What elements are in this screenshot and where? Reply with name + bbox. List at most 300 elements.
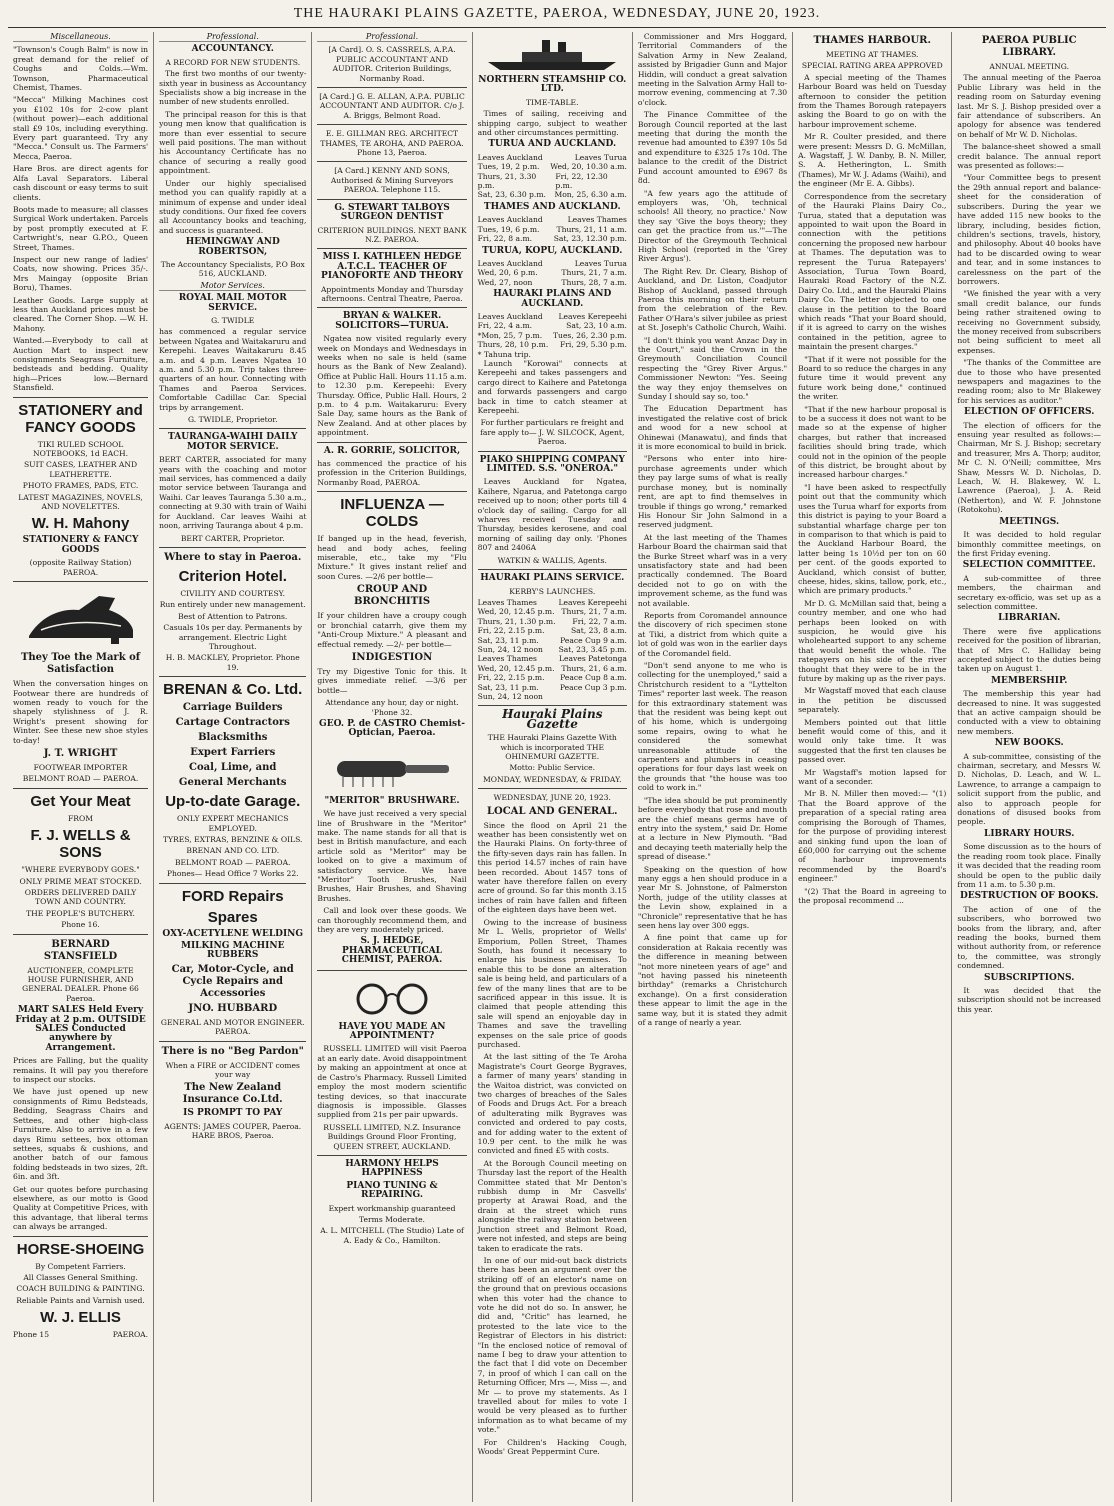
ford-heading: FORD Repairs xyxy=(181,887,284,905)
piako-body: Leaves Auckland for Ngatea, Kaihere, Ngarua, and Patetonga cargo received up to noon; other ports till 4 o'clock day of sailing. Cargo for all wharves received Tuesday and Thursday, besides kerosene, and coal morning of sailing day only. 'Phones 807 and 2406A xyxy=(477,477,627,553)
schedule-cell: Leaves Turua xyxy=(574,152,627,162)
news-para: "Don't send anyone to me who is collecting for the unemployed," said a Christchurch resident to a "Lyttelton Times" reporter last week. The reason for this extraordinary statement was that the resident was being kept out of his home, which is undergoing some repairs, owing to what he considered the somewhat unreasonable attitude of the carpenters and plumbers in ceasing operations for four days last week on the grounds that "the house was too cold to work in." xyxy=(637,661,788,793)
schedule-cell: Leaves Thames xyxy=(477,654,537,664)
turua-schedule xyxy=(478,153,627,200)
library-heading: PAEROA PUBLIC LIBRARY. xyxy=(981,35,1077,58)
schedule-row xyxy=(478,626,627,635)
columns xyxy=(8,32,1106,1502)
harbour-para: Members pointed out that little benefit would come of this, and it would only take time. It was suggested that the first ten clauses be passed over. xyxy=(798,717,947,765)
civility-line: CIVILITY AND COURTESY. xyxy=(180,588,286,598)
kerepeehi-body: Launch "Korowai" connects at Kerepeehi and takes passengers and cargo direct to Kaihere and Patetonga and forwards passengers and cargo back in time to catch steamer at Kerepeehi. xyxy=(477,358,627,415)
schedule-cell: *Mon, 25, 7 p.m. xyxy=(477,330,543,340)
schedule-row xyxy=(478,321,627,330)
cassrels-card: [A Card]. O. S. CASSRELS, A.P.A. PUBLIC ACCOUNTANT AND AUDITOR. Criterion Buildings, Normanby Road. xyxy=(328,45,456,83)
hedge-teacher-sub: Appointments Monday and Thursday afternoons. Central Theatre, Paeroa. xyxy=(320,284,464,303)
meat-heading: Get Your Meat xyxy=(30,792,131,810)
divider xyxy=(317,442,466,443)
belmont-line: BELMONT ROAD — PAEROA. xyxy=(174,857,291,867)
indig-body: Try my Digestive Tonic for this. It gives immediate relief. —3/6 per bottle— xyxy=(317,666,467,695)
schedule-cell: Peace Cup 8 a.m. xyxy=(560,673,627,683)
library-subhead: DESTRUCTION OF BOOKS. xyxy=(959,891,1099,902)
divider xyxy=(317,248,466,249)
schedule-cell: Thurs, 28, 10 p.m. xyxy=(477,340,549,350)
mackley-line: H. B. MACKLEY, Proprietor. Phone 19. xyxy=(165,653,300,672)
schedule-cell: Mon, 25, 6.30 a.m. xyxy=(554,190,627,200)
acc-para: The principal reason for this is that young men know that qualification is more than ever essential to secure well paid positions. The man without his Accountancy Certificate has no chance of securing a really good appointment. xyxy=(159,109,307,176)
royal-heading: ROYAL MAIL MOTOR SERVICE. xyxy=(178,293,287,313)
smithing-line: All Classes General Smithing. xyxy=(23,1272,138,1282)
indigestion-heading: INDIGESTION xyxy=(351,651,433,663)
schedule-cell: Fri, 22, 2.15 p.m. xyxy=(477,626,545,636)
schedule-row xyxy=(478,259,627,268)
schedule-cell: Fri, 22, 7 a.m. xyxy=(572,616,627,626)
schedule-cell: Wed, 20, 6 p.m. xyxy=(477,268,538,278)
schedule-cell: Leaves Auckland xyxy=(477,258,543,268)
divider xyxy=(317,199,466,200)
gazette-with: THE Hauraki Plains Gazette With which is incorporated THE OHINEMURI GAZETTE. xyxy=(487,733,617,761)
library-subhead: ELECTION OF OFFICERS. xyxy=(964,407,1095,418)
harbour-special: SPECIAL RATING AREA APPROVED xyxy=(801,61,943,71)
mahony-address: (opposite Railway Station) PAEROA. xyxy=(29,558,132,577)
thames-schedule xyxy=(478,215,627,243)
brenan-item: Coal, Lime, and xyxy=(189,762,277,774)
schedule-row xyxy=(478,278,627,287)
oxy-line: OXY-ACETYLENE WELDING xyxy=(162,928,304,939)
ad-leather: Leather Goods. Large supply at less than Auckland prices must be cleared. The Corner Shop. —W. H. Mahony. xyxy=(13,295,149,333)
kopu-heading: TURUA, KOPU, AUCKLAND. xyxy=(482,245,623,256)
news-para: "Persons who enter into hire-purchase agreements under which they pay large sums of what is really purchase money, but is nominally rent, are apt to find themselves in trouble if things go wrong," remarked His Honour Sir John Salmond in a reserved judgment. xyxy=(637,454,788,530)
motor-heading: Motor Services. xyxy=(159,281,306,291)
harbour-para: Mr Wagstaff's motion lapsed for want of a seconder. xyxy=(798,767,947,787)
tyres-line: TYRES, EXTRAS, BENZINE & OILS. xyxy=(162,834,303,844)
library-para: The election of officers for the ensuing year resulted as follows:—Chairman, Mr S. J. Bishop; secretary and treasurer, Mrs A. Thorp; auditor, Mr C. N. O'Neill; committee, Mrs Shaw, Messrs W. D. Nicholas, D. Leach, W. H. Blakewey, W. L. Lawrence (Paeroa), J. A. Reid (Netherton), and W. F. Johnstone (Rotokohu). xyxy=(957,420,1101,515)
fire-line: When a FIRE or ACCIDENT comes your way xyxy=(165,1060,300,1080)
wells-name: F. J. WELLS & SONS xyxy=(30,827,131,862)
ad-boots: Boots made to measure; all classes Surgical Work undertaken. Parcels by post promptly executed at F. Cartwright's, near G.P.O., Queen Street, Thames. xyxy=(13,204,149,252)
divider xyxy=(478,788,627,789)
schedule-cell: Tues, 19, 6 p.m. xyxy=(477,224,540,234)
agents-line: AGENTS: JAMES COUPER, Paeroa. HARE BROS, Paeroa. xyxy=(164,1121,302,1141)
schedule-cell: Leaves Auckland xyxy=(477,311,543,321)
opened-text: We have just opened up new consignments of Rimu Bedsteads, Bedding, Seagrass Chairs and Settees, and other high-class Furniture. Also to arrive in a few days Rimu settees, box ottoman settees, squabs & cushions, and another batch of our famous folding bedsteads in two sizes, 2ft. 6in. and 3ft. xyxy=(13,1087,149,1182)
schedule-row xyxy=(478,617,627,626)
divider xyxy=(317,161,466,162)
kerby-heading: KERBY'S LAUNCHES. xyxy=(509,586,596,596)
tauranga-heading: TAURANGA-WAIHI DAILY MOTOR SERVICE. xyxy=(168,432,298,452)
gorrie-heading: A. R. GORRIE, SOLICITOR, xyxy=(323,445,461,456)
stay-heading: Where to stay in Paeroa. xyxy=(164,551,302,563)
dateline: WEDNESDAY, JUNE 20, 1923. xyxy=(493,793,611,803)
ad-coats: Inspect our new range of ladies' Coats, now showing. Prices 35/-. Mrs Maingay (opposite Brian Boru), Thames. xyxy=(13,254,149,293)
kopu-schedule xyxy=(478,259,627,287)
brush-illustration xyxy=(327,743,457,793)
brenan-heading: BRENAN & Co. Ltd. xyxy=(163,681,303,699)
schedule-row xyxy=(478,683,627,692)
carter-proprietor: BERT CARTER, Proprietor. xyxy=(180,533,285,543)
tauranga-body: BERT CARTER, associated for many years with the coaching and motor mail services, has commenced a daily motor service between Tauranga and Waihi. Car leaves Tauranga 5.30 a.m., connecting at 9.30 with train of Waihi for Auckland. Car leaves Waihi at noon, arriving Tauranga about 4 p.m. xyxy=(159,455,307,531)
local-para: At the last sitting of the Te Aroha Magistrate's Court George Bygraves, a farmer of many years' standing in the Waitoa district, was convicted on two charges of breaches of the Sales of Foods and Drugs Act. For a breach of adulterating milk Bygraves was convicted and ordered to pay costs, and for adding water to the extent of 10.9 per cent. to the milk he was convicted and fined £5 with costs. xyxy=(477,1052,627,1156)
prices-text: Prices are Falling, but the quality remains. It will pay you therefore to inspect our stocks. xyxy=(13,1056,149,1085)
schedule-cell: Sat, 23, 8 a.m. xyxy=(570,626,627,636)
car-line: Car, Motor-Cycle, and Cycle Repairs and Accessories xyxy=(171,963,294,999)
schedule-cell: Sat, 23, 12.30 p.m. xyxy=(553,234,627,244)
harbour-para: "That if it were not possible for the Board to so reduce the charges in any future time it would prevent any future work being done," continued the writer. xyxy=(798,354,947,402)
column-thames-harbour xyxy=(793,32,952,1502)
ad-townson: "Townson's Cough Balm" is now in great demand for the relief of Coughs and Colds.—Wm. Townson, Pharmaceutical Chemist, Thames. xyxy=(13,45,149,93)
schedule-row xyxy=(478,234,627,243)
column-professional xyxy=(154,32,312,1502)
divider xyxy=(317,87,466,88)
meritor-heading: "MERITOR" BRUSHWARE. xyxy=(324,795,460,806)
divider xyxy=(13,788,148,789)
library-sub: ANNUAL MEETING. xyxy=(989,62,1070,71)
library-para: It was decided that the subscription should not be increased this year. xyxy=(957,985,1101,1014)
schedule-cell: Leaves Thames xyxy=(477,597,537,607)
talboys-name: G. STEWART TALBOYS SURGEON DENTIST xyxy=(334,202,450,223)
schedule-row xyxy=(478,215,627,224)
schedule-cell: Thurs, 21, 11 a.m. xyxy=(556,224,627,234)
allan-card: [A Card.] G. E. ALLAN, A.P.A. PUBLIC ACCOUNTANT AND AUDITOR. C/o J. A. Briggs, Belmont Road. xyxy=(319,92,465,120)
news-para: A fine point that came up for consideration at Rakaia recently was the difference in meaning between "not more nineteen years of age" and "not having passed his nineteenth birthday" (remarks a Christchurch exchange). On a first consideration these appear to limit the age in the same way, but it is stated they admit of a range of nearly a year. xyxy=(637,933,788,1028)
attend-line: Attendance any hour, day or night. 'Phone 32. xyxy=(325,698,459,717)
toe-body: When the conversation hinges on Footwear there are hundreds of women ready to vouch for the shapely stylishness of J. R. Wright's present showing for Winter. See these new shoe styles to-day! xyxy=(13,679,149,745)
brenan-item: Expert Farriers xyxy=(190,747,276,759)
divider xyxy=(317,307,466,308)
library-para: A sub-committee, consisting of the chairman, secretary, and Messrs W. D. Nicholas, D. Leach, and W. L. Lawrence, to arrange a campaign to solicit support from the public, and also to approach people for donations of disused books from people. xyxy=(957,751,1101,827)
news-para: "I don't think you want Anzac Day in the Court," said the Crown in the Greymouth Conciliation Council respecting the "Grey River Argus." Commissioner Newton: "Yes. Seeing the way they enjoy themselves on Sunday I should say so, too." xyxy=(637,335,788,402)
harbour-para: "(2) That the Board in agreeing to the proposal recommend ... xyxy=(798,886,947,905)
divider xyxy=(478,705,627,706)
from-label: FROM xyxy=(68,813,94,823)
appointment-heading: HAVE YOU MADE AN APPOINTMENT? xyxy=(338,1021,446,1042)
divider xyxy=(159,1041,306,1042)
spares-heading: Spares xyxy=(207,908,258,926)
local-para: Owing to the increase of business Mr L. Wells, proprietor of Wells' Emporium, Pollen Street, Thames South, has found it necessary to enlarge his business premises. To enable this to be done an alteration sale is being held, and particulars of a few of the many lines that are to be sacrificed appear in this issue. It is claimed that people attending this sale will spend an enjoyable day in Thames and save the travelling expenses on the sale price of goods purchased. xyxy=(477,917,627,1049)
harbour-heading: THAMES HARBOUR. xyxy=(813,35,931,46)
schedule-cell: Tues, 26, 2.30 p.m. xyxy=(552,330,627,340)
news-para: The Finance Committee of the Borough Council reported at the last meeting that during the month the revenue had amounted to £397 10s 5d and expenditure to £325 17s 10d. The balance to the credit of the District Fund account amounted to £967 8s 8d. xyxy=(637,110,788,186)
divider xyxy=(478,569,627,570)
schedule-row xyxy=(478,692,627,701)
harbour-para: "That if the new harbour proposal is to be a success it does not want to be made so at the expense of higher charges, but rather that increased facilities should bring trade, which could not in the opinion of the people of this district, be brought about by increased harbour charges." xyxy=(798,404,947,480)
nz-insurance: The New Zealand Insurance Co.Ltd. xyxy=(182,1082,283,1106)
northern-heading: NORTHERN STEAMSHIP CO. LTD. xyxy=(478,75,627,95)
schedule-row xyxy=(478,664,627,673)
castro-line: GEO. P. de CASTRO Chemist-Optician, Paeroa. xyxy=(319,718,465,739)
schedule-row xyxy=(478,331,627,340)
motto-line: Motto: Public Service. xyxy=(509,763,596,773)
schedule-cell: Sat, 23, 3.45 p.m. xyxy=(558,644,627,654)
casuals-line: Casuals 10s per day. Permanents by arrangement. Electric Light Throughout. xyxy=(163,623,303,651)
quotes-text: Get our quotes before purchasing elsewhere, as our motto is Good Quality at Competitive Prices, with this advantage, that liberal terms can always be arranged. xyxy=(13,1184,149,1232)
harbour-para: A special meeting of the Thames Harbour Board was held on Tuesday afternoon to consider the petition from the Thames Borough ratepayers asking the Board to go on with the harbour improvement scheme. xyxy=(798,72,947,129)
divider xyxy=(13,581,148,582)
ellis-phone: Phone 15 xyxy=(13,1330,50,1340)
bryan-heading: BRYAN & WALKER. SOLICITORS—TURUA. xyxy=(335,311,449,331)
hedge-teacher: MISS I. KATHLEEN HEDGE A.T.C.L. TEACHER OF PIANOFORTE AND THEORY xyxy=(321,252,463,282)
schedule-cell: Fri, 22, 12.30 p.m. xyxy=(555,171,608,191)
reliable-line: Reliable Paints and Varnish used. xyxy=(16,1295,145,1305)
terms-line: Terms Moderate. xyxy=(359,1214,425,1224)
ad-hare: Hare Bros. are direct agents for Alfa Laval Separators. Liberal cash discount or easy terms to suit clients. xyxy=(13,164,149,202)
plains-schedule xyxy=(478,312,627,350)
russell-body: RUSSELL LIMITED will visit Paeroa at an early date. Avoid disappointment by making an appointment at once at de Castro's Pharmacy. Russell Limited employ the most modern scientific testing devices, so that inaccurate diagnosis is impossible. Glasses supplied from 21s per pair upwards. xyxy=(317,1044,467,1120)
flu-body: If banged up in the head, feverish, head and body aches, feeling miserable, etc., take my "Flu Mixture." It gives instant relief and soon Cures. —2/6 per bottle— xyxy=(317,534,467,581)
suit-line: SUIT CASES, LEATHER AND LEATHERETTE. xyxy=(23,460,138,479)
harbour-para: Mr Wagstaff moved that each clause in the petition be discussed separately. xyxy=(798,686,947,715)
expert-line: Expert workmanship guaranteed xyxy=(328,1203,456,1213)
divider xyxy=(13,934,148,935)
toe-heading: They Toe the Mark of Satisfaction xyxy=(20,652,141,676)
schedule-cell: Leaves Auckland xyxy=(477,215,543,225)
wright-name: J. T. WRIGHT xyxy=(43,747,118,759)
piano-line: PIANO TUNING & REPAIRING. xyxy=(346,1180,438,1201)
steamship-illustration xyxy=(482,36,622,72)
schedule-row xyxy=(478,162,627,171)
schedule-row xyxy=(478,225,627,234)
harbour-para: "I have been asked to respectfully point out that the community which uses the Turua wharf for exports from this district is paying to your Board a substantial wharfage charge per ton in comparison to that which is paid to the Auckland Harbour Board, the latter being 1s 10½d per ton on 60 per cent. of the goods exported to Auckland, which consist of butter, cheese, hides, skins, tallow, pork, etc., which are primary products." xyxy=(798,482,947,596)
masthead: THE HAURAKI PLAINS GAZETTE, PAEROA, WEDNESDAY, JUNE 20, 1923. xyxy=(8,6,1106,28)
divider xyxy=(159,428,306,429)
divider xyxy=(159,547,306,548)
tahuna-note: * Tahuna trip. xyxy=(477,349,531,359)
schedule-cell: Thurs, 21, 3.30 p.m. xyxy=(477,171,537,191)
schedule-cell: Sat, 23, 6.30 p.m. xyxy=(477,190,546,200)
schedule-cell: Leaves Kerepeehi xyxy=(558,597,627,607)
ellis-town: PAEROA. xyxy=(112,1330,149,1340)
divider xyxy=(13,1236,148,1237)
section-heading: Professional. xyxy=(317,32,466,42)
schedule-row xyxy=(478,673,627,682)
schedule-row xyxy=(478,312,627,321)
harbour-para: Mr B. N. Miller then moved:— "(1) That the Board approve of the preparation of a special rating area comprising the Borough of Thames, for the purpose of providing interest and sinking fund upon the loan of £60,000 for carrying out the scheme of harbour improvements recommended by the Board's engineer." xyxy=(798,789,947,884)
schedule-row xyxy=(478,607,627,616)
shoe-illustration xyxy=(21,586,141,648)
influenza-heading: INFLUENZA — COLDS xyxy=(340,496,444,531)
schedule-cell: Thurs, 21, 6 a.m. xyxy=(561,663,627,673)
harbour-para: Mr D. G. McMillan said that, being a country member, and one who had perhaps been looked on with suspicion, he would give his wholehearted support to any scheme that would benefit the whole. The ratepayers on his side of the river thought that they were to be in the future by making up as the river pays. xyxy=(798,598,947,683)
kenny-card: [A Card.] KENNY AND SONS, Authorised & Mining Surveyors PAEROA. Telephone 115. xyxy=(330,166,454,195)
local-para: At the Borough Council meeting on Thursday last the report of the Health Committee stated that Mr Denton's rubbish dump in Mr Casvells' property at Arawai Road, and the drain at the street which runs alongside the railway station between Junction street and Belmont Road, were not infested, and steps are being taken to eradicate the rats. xyxy=(477,1158,627,1253)
wright-sub: FOOTWEAR IMPORTER xyxy=(33,762,128,772)
hemingway-name: HEMINGWAY AND ROBERTSON, xyxy=(185,237,280,257)
library-subhead: SUBSCRIPTIONS. xyxy=(984,972,1075,983)
divider xyxy=(478,451,627,452)
schedule-cell: Leaves Thames xyxy=(567,215,627,225)
watkin-line: WATKIN & WALLIS, Agents. xyxy=(497,555,607,565)
schedule-cell: Sat, 23, 11 p.m. xyxy=(477,682,539,692)
schedule-cell: Sat, 23, 10 a.m. xyxy=(566,321,627,331)
schedule-row xyxy=(478,598,627,607)
library-para: "We finished the year with a very small credit balance, our funds being rather straitened owing to receiving no Government subsidy, the money received from subscribers not being sufficient to meet all expenses. xyxy=(957,289,1101,355)
schedule-cell: Sun, 24, 12 noon xyxy=(477,644,543,654)
harbour-sub: MEETING AT THAMES. xyxy=(826,50,919,59)
schedule-cell: Leaves Auckland xyxy=(477,152,543,162)
turua-heading: TURUA AND AUCKLAND. xyxy=(488,139,617,150)
local-para: In one of our mid-out back districts there has been an argument over the striking off of an elector's name on the ground that on previous occasions when this voter had the chance to vote he did not do so. In answer, he did and, "Critic" has learned, he protested to the late vice to the Registrar of Electors in his district: "In the enclosed notice of removal of name I beg to draw your attention to the fact that I did vote on December 7, in proof of which I can call on the Returning Officer, Mrs —, Miss —, and Mr — to prove my statements. As I travelled about for miles to vote I would be very pleased as to further information as to what became of my vote." xyxy=(477,1255,627,1435)
schedule-row xyxy=(478,636,627,645)
brenan-item: Blacksmiths xyxy=(198,732,268,744)
library-para: The annual meeting of the Paeroa Public Library was held in the reading room on Saturday evening last. Mr S. J. Bishop presided over a fair attendance of subscribers. An apology for absence was tendered on behalf of Mr W. D. Nicholas. xyxy=(957,73,1101,139)
ellis-footer xyxy=(13,1330,148,1339)
schedule-cell: Tues, 19, 2 p.m. xyxy=(477,162,540,172)
divider xyxy=(317,491,466,492)
library-subhead: NEW BOOKS. xyxy=(994,738,1064,749)
schedule-cell: Fri, 29, 5.30 p.m. xyxy=(560,340,627,350)
library-subhead: LIBRARIAN. xyxy=(998,613,1061,624)
pardon-line: There is no "Beg Pardon" xyxy=(161,1045,304,1057)
mitchell-line: A. L. MITCHELL (The Studio) Late of A. Eady & Co., Hamilton. xyxy=(320,1226,464,1245)
library-para: The action of one of the subscribers, who borrowed two books from the library, and, after reading the books, burned them without authority from, or reference to, the committee, was strongly condemned. xyxy=(957,904,1101,971)
hubbard-sub: GENERAL AND MOTOR ENGINEER. PAEROA. xyxy=(160,1017,305,1037)
prompt-line: IS PROMPT TO PAY xyxy=(183,1108,283,1119)
timetable-body: Times of sailing, receiving and shipping cargo, subject to weather and other circumstances permitting. xyxy=(477,109,627,138)
misc-ads xyxy=(13,45,148,392)
mart-sales: MART SALES Held Every Friday at 2 p.m. OUTSIDE SALES Conducted anywhere by Arrangement. xyxy=(15,1005,146,1053)
library-para: It was decided to hold regular bimonthly committee meetings, on the first Friday evening. xyxy=(957,530,1101,558)
schedule-cell: Fri, 22, 2.15 p.m. xyxy=(477,673,545,683)
schedule-row xyxy=(478,153,627,162)
russell-address: RUSSELL LIMITED, N.Z. Insurance Buildings Ground Floor Fronting, QUEEN STREET, AUCKLAND. xyxy=(323,1122,461,1151)
phone-line: Phone 16. xyxy=(61,920,100,930)
croup-body: If your children have a croupy cough or bronchial catarrh, give them my "Anti-Croup Mixture." A pleasant and effectual remedy. —2/- per bottle— xyxy=(317,611,467,649)
service-heading: HAURAKI PLAINS SERVICE. xyxy=(480,573,625,584)
schedule-row xyxy=(478,268,627,277)
harbour-para: Mr R. Coulter presided, and there were present: Messrs D. G. McMillan, A. Wagstaff, J. W. Danby, B. N. Miller, S. A. Hetherington, L. Smith (Thames), Mr W. J. Adams (Waihi), and the engineer (Mr E. A. Gibbs). xyxy=(798,132,947,189)
library-subhead: MEMBERSHIP. xyxy=(991,675,1068,686)
section-heading: Professional. xyxy=(159,32,306,42)
mahony-name: W. H. Mahony xyxy=(31,515,130,533)
stansfield-sub: AUCTIONEER, COMPLETE HOUSE FURNISHER, AND GENERAL DEALER. Phone 66 Paeroa. xyxy=(22,965,139,1003)
news-para: The Education Department has investigated the relative cost of brick and wood for a new school at Ohinewai (Manawatu), and finds that it is more economical to build in brick. xyxy=(637,404,788,452)
library-para: "The thanks of the Committee are due to those who have presented newspapers and magazines to the reading room; also to Mr Blakewey for his services as auditor." xyxy=(957,358,1101,405)
acc-para: Under our highly specialised method you can qualify rapidly at a minimum of expense and under ideal study conditions. Our fixed fee covers all Accountancy books and teaching, and success is guaranteed. xyxy=(159,178,307,235)
library-subhead: SELECTION COMMITTEE. xyxy=(962,560,1096,571)
schedule-row xyxy=(478,172,627,191)
news-para: Reports from Coromandel announce the discovery of rich specimen stone at Tiki, a district from which quite a lot of gold was won in the earlier days of the Coromandel field. xyxy=(637,610,788,658)
news-para: "A few years ago the attitude of employers was, 'Oh, technical schools! All theory, no practice.' Now they say 'Give the boys theory; they can get the practice from us.'"—The Director of the Greymouth Technical High School (reported in the 'Grey River Argus'). xyxy=(637,188,788,264)
plains-heading: HAURAKI PLAINS AND AUCKLAND. xyxy=(493,289,612,309)
coach-line: COACH BUILDING & PAINTING. xyxy=(16,1284,145,1294)
schedule-cell: Thurs, 21, 7 a.m. xyxy=(561,607,627,617)
brenan-item: Cartage Contractors xyxy=(175,717,290,729)
schedule-row xyxy=(478,645,627,654)
column-miscellaneous xyxy=(8,32,154,1502)
schedule-cell: Thurs, 28, 7 a.m. xyxy=(561,277,627,287)
record-heading: A RECORD FOR NEW STUDENTS. xyxy=(165,57,301,67)
latest-line: LATEST MAGAZINES, NOVELS, AND NOVELETTES. xyxy=(18,492,143,512)
run-line: Run entirely under new management. xyxy=(159,600,306,610)
horse-heading: HORSE-SHOEING xyxy=(16,1240,145,1258)
library-para: The balance-sheet showed a small credit balance. The annual report was presented as follows:— xyxy=(957,142,1101,171)
wells-sub: "WHERE EVERYBODY GOES." xyxy=(21,865,140,875)
schedule-cell: Leaves Kerepeehi xyxy=(558,311,627,321)
call-text: Call and look over these goods. We can thoroughly recommend them, and they are very moderately priced. xyxy=(317,906,467,935)
brenan-item: General Merchants xyxy=(178,777,287,789)
news-para: "The idea should be put prominently before everybody that rose and mouth are the chief means germs have of entry into the system," said Dr. Home at a lecture in New Plymouth. "Bad and decaying teeth materially help the spread of disease." xyxy=(637,795,788,862)
twidle-name: G. TWIDLE xyxy=(211,315,255,325)
schedule-cell: Thurs, 21, 7 a.m. xyxy=(561,268,627,278)
kerby-schedule xyxy=(478,598,627,701)
local-heading: LOCAL AND GENERAL. xyxy=(486,805,618,817)
column-shipping-local xyxy=(473,32,633,1502)
brenan-item: Carriage Builders xyxy=(182,702,283,714)
mechanics-line: ONLY EXPERT MECHANICS EMPLOYED. xyxy=(177,814,289,833)
ad-wanted: Wanted.—Everybody to call at Auction Mart to inspect new consignments Seagrass Furniture, bedsteads and bedding. Quality high—Prices low.—Bernard Stansfield. xyxy=(13,336,149,393)
schedule-cell: Wed, 20, 12.45 p.m. xyxy=(477,607,555,617)
schedule-cell: Wed, 27, noon xyxy=(477,277,533,287)
ad-mecca: "Mecca" Milking Machines cost you £102 10s for 2-cow plant (without power)—each additional stall £9 10s, including everything. Every part guaranteed. Try any "Mecca." Consult us. The Farmers' Mecca, Paeroa. xyxy=(13,95,149,161)
royal-body: has commenced a regular service between Ngatea and Waitakaruru and Kerepehi. Leaves Waitakaruru 8.45 a.m. and 4 p.m. Leaves Ngatea 10 a.m. and 5.30 p.m. Trip takes three-quarters of an hour. Connecting with Thames and Paeroa Services. Comfortable Cadillac Car. Special trips by arrangement. xyxy=(159,327,307,412)
hemingway-sub: The Accountancy Specialists, P.O Box 516, AUCKLAND. xyxy=(160,259,305,279)
divider xyxy=(159,883,306,884)
gorrie-body: has commenced the practice of his profession in the Criterion Buildings, Normanby Road, PAEROA. xyxy=(317,459,467,487)
library-para: The membership this year had decreased to nine. It was suggested that an active campaign should be conducted with a view to obtaining new members. xyxy=(957,689,1101,736)
brenan-co: BRENAN AND CO. LTD. xyxy=(186,846,280,856)
library-para: A sub-committee of three members, the chairman and secretary ex-officio, was set up as a selection committee. xyxy=(957,573,1101,611)
news-para: The Right Rev. Dr. Cleary, Bishop of Auckland, and Dr. Liston, Coadjutor Bishop of Auckland, passed through Paeroa this morning on their return from the celebration of the Rev. Father O'Hara's silver jubilee as priest at St. Joseph's Catholic Church, Waihi. xyxy=(637,266,788,333)
schedule-cell: Leaves Turua xyxy=(574,258,627,268)
thames-heading: THAMES AND AUCKLAND. xyxy=(483,201,621,212)
column-professional-cards xyxy=(312,32,472,1502)
wright-address: BELMONT ROAD — PAEROA. xyxy=(22,774,139,784)
local-para: Since the flood on April 21 the weather has been consistently wet on the Hauraki Plains. On forty-three of the fifty-seven days rain has fallen. In this period 14.57 inches of rain have been recorded. About 1457 tons of water have therefore fallen on every acre of ground. So far this month 3.15 inches of rain have fallen and fifteen of the eighteen days have been wet. xyxy=(477,820,627,915)
schedule-cell: Wed, 20, 10.30 a.m. xyxy=(550,162,627,172)
mahony-sub: STATIONERY & FANCY GOODS xyxy=(22,535,139,555)
schedule-cell: Fri, 22, 8 a.m. xyxy=(477,234,533,244)
butchery-line: THE PEOPLE'S BUTCHERY. xyxy=(26,908,135,918)
schedule-row xyxy=(478,340,627,349)
further-line: For further particulars re freight and fare apply to— J. W. SILCOCK, Agent, Paeroa. xyxy=(480,418,625,447)
meritor-body: We have just received a very special line of Brushware in the "Meritor" make. The name stands for all that is best in British manufacture, and each article sold as "Meritor" may be looked on to give a maximum of satisfactory service. We have "Meritor" Tooth Brushes, Nail Brushes, Hair Brushes, and Shaving Brushes. xyxy=(317,809,467,903)
schedule-cell: Fri, 22, 4 a.m. xyxy=(477,321,533,331)
tiki-line: TIKI RULED SCHOOL NOTEBOOKS, 1d EACH. xyxy=(32,439,129,459)
hedge-chemist: S. J. HEDGE, PHARMACEUTICAL CHEMIST, PAEROA. xyxy=(341,936,443,966)
schedule-cell: Thurs, 21, 1.30 p.m. xyxy=(477,616,556,626)
horse-sub: By Competent Farriers. xyxy=(35,1261,126,1271)
prime-line: ONLY PRIME MEAT STOCKED. xyxy=(19,876,142,886)
schedule-cell: Wed, 20, 12.45 p.m. xyxy=(477,663,555,673)
stansfield-name: BERNARD STANSFIELD xyxy=(43,938,118,962)
milking-line: MILKING MACHINE RUBBERS xyxy=(180,941,285,961)
local-para: For Children's Hacking Cough, Woods' Great Peppermint Cure. xyxy=(477,1437,627,1457)
schedule-row xyxy=(478,190,627,199)
bryan-body: Ngatea now visited regularly every week on Mondays and Wednesdays in weeks when no sale is held (same hours as the Bank of New Zealand). Office at Public Hall. Hours 11.15 a.m. to 12.30 p.m. Kerepeehi: Every Thursday. Office, Public Hall. Hours, 2 p.m. to 4 p.m. Waitakaruru: Every Sale Day, same hours as the Bank of New Zealand. And at other places by appointment. xyxy=(317,334,467,438)
library-para: Some discussion as to the hours of the reading room took place. Finally it was decided that the reading room should be open to the public daily from 11 a.m. to 5.30 p.m. xyxy=(957,842,1101,889)
piako-heading: PIAKO SHIPPING COMPANY LIMITED. S.S. "ONEROA." xyxy=(479,454,625,475)
library-para: There were five applications received for the position of librarian, that of Mrs C. Halliday being accepted subject to the duties being taken up on August 1. xyxy=(957,626,1101,674)
spectacles-illustration xyxy=(347,975,437,1019)
harbour-para: Correspondence from the secretary of the Hauraki Plains Dairy Co., Turua, stated that a deputation was appointed to wait upon the Board in connection with the petitions concerning the proposed new harbour at Thames. The deputation was to represent the Turua Ratepayers' Association, Turua Town Board, Hauraki Road Factory of the N.Z. Dairy Co. Ltd., and the Hauraki Plains Dairy Co. The letter objected to one clause in the petition to the Board which reads "That your Board should, if it is agreed to carry on the wishes contained in the petition, agree to maintain the present charges." xyxy=(798,191,947,352)
section-heading: Miscellaneous. xyxy=(13,32,148,42)
garage-heading: Up-to-date Garage. xyxy=(165,793,301,811)
divider xyxy=(317,970,466,971)
divider xyxy=(13,397,148,398)
accountancy-heading: ACCOUNTANCY. xyxy=(191,44,274,55)
gillman-card: E. E. GILLMAN REG. ARCHITECT THAMES, TE AROHA, AND PAEROA. Phone 13, Paeroa. xyxy=(320,129,464,158)
library-subhead: LIBRARY HOURS. xyxy=(984,828,1075,839)
library-subhead: MEETINGS. xyxy=(999,516,1060,527)
stationery-heading: STATIONERY and FANCY GOODS xyxy=(18,401,143,436)
column-library xyxy=(952,32,1106,1502)
schedule-cell: Sat, 23, 11 p.m. xyxy=(477,635,539,645)
news-para: Commissioner and Mrs Hoggard, Territorial Commanders of the Salvation Army in New Zealand, assisted by Brigadier Gunn and Major Hiddin, will conduct a great salvation meeting in the Salvation Army Hall to-morrow evening, commencing at 7.30 o'clock. xyxy=(637,32,788,107)
timetable-heading: TIME-TABLE. xyxy=(525,97,579,107)
harmony-line: HARMONY HELPS HAPPINESS xyxy=(345,1158,439,1179)
criterion-heading: Criterion Hotel. xyxy=(178,567,287,585)
schedule-cell: Leaves Patetonga xyxy=(558,654,627,664)
library-para: "Your Committee begs to present the 29th annual report and balance-sheet for the consideration of subscribers. During the year we have added 115 new books to the library, including, besides fiction, children's sections, travels, history, and philosophy. About 40 books have had to be discarded owing to wear and tear, and in some instances to carelessness on the part of the borrowers. xyxy=(957,173,1101,286)
